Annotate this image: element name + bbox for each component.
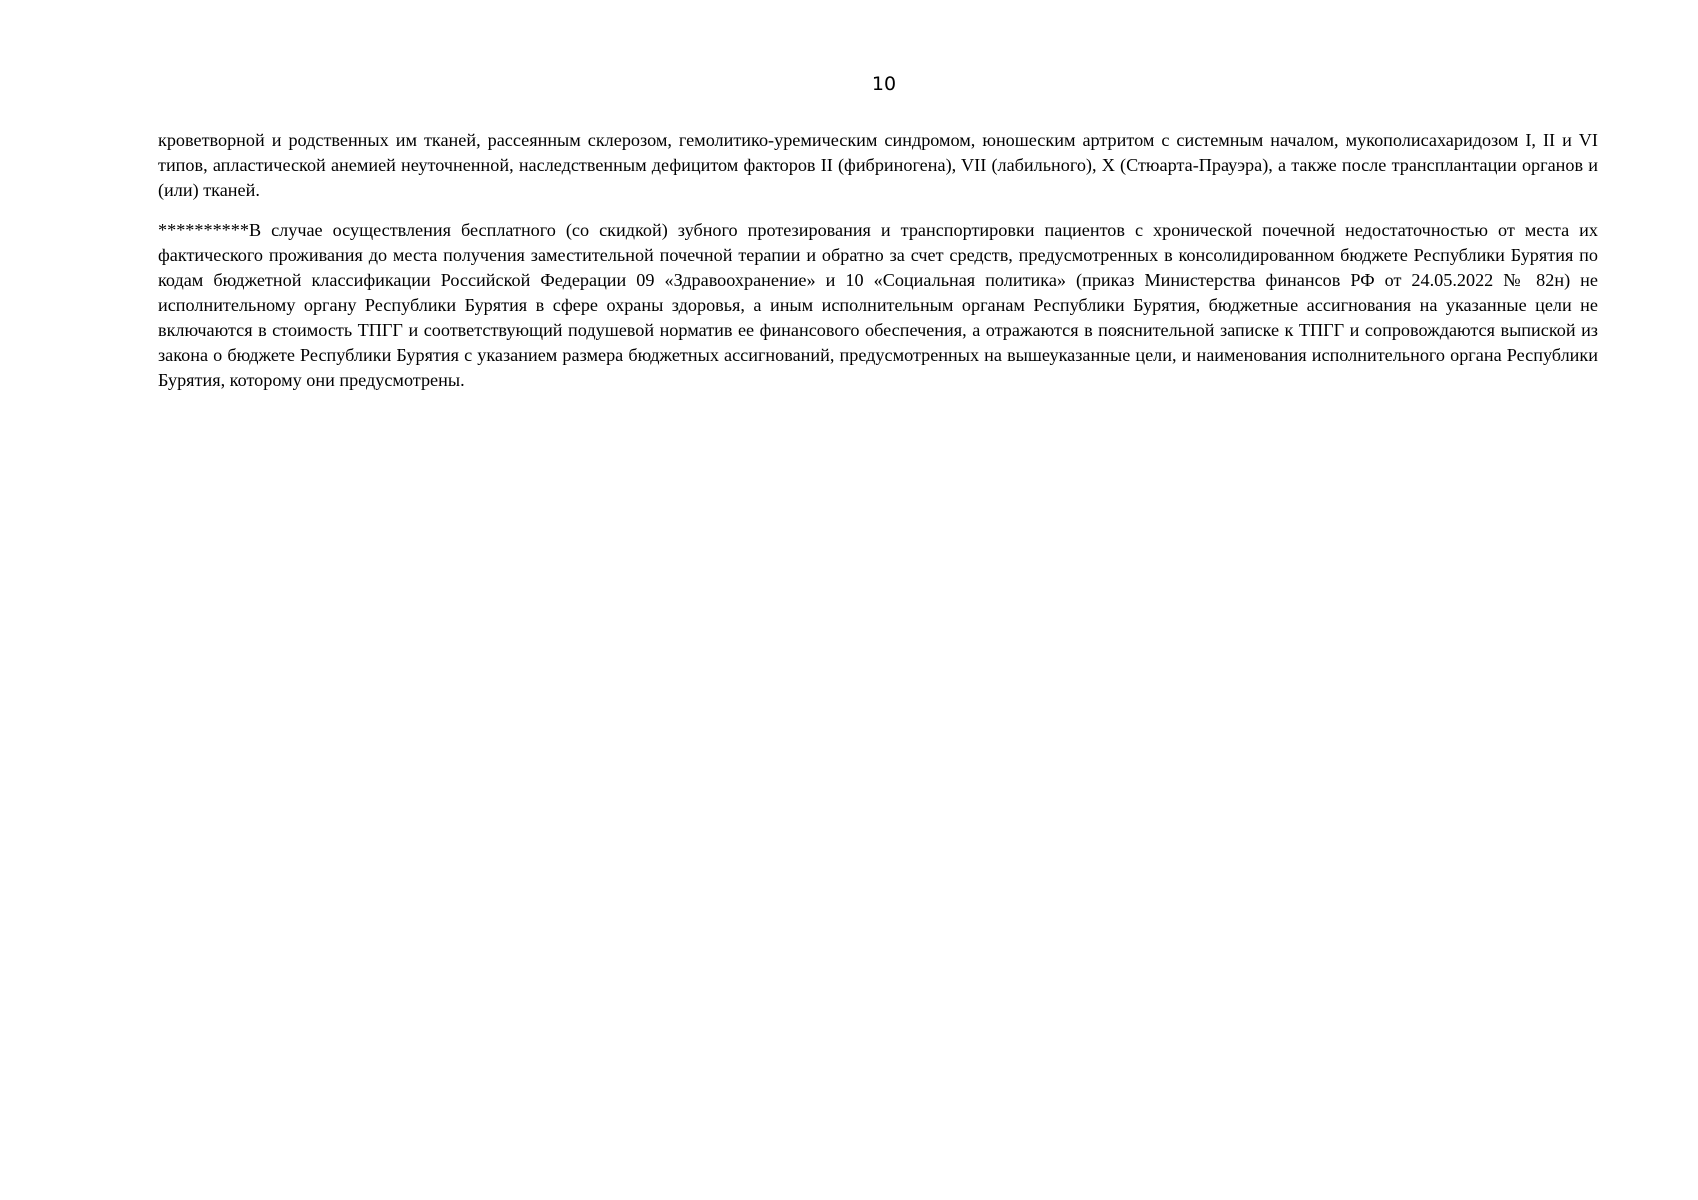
footnote-text: **********В случае осуществления бесплатного (со скидкой) зубного протезирования и транспортировки пациентов с хронической почечной недостаточностью от места их фактического проживания до места получения заместительной почечной терапии и обратно за счет средств, предусмотренных в консолидированном бюджете Республики Бурятия по кодам бюджетной классификации Российской Федерации 09 «Здравоохранение» и 10 «Социальная политика» (приказ Министерства финансов РФ от 24.05.2022 № 82н) не исполнительному органу Республики Бурятия в сфере охраны здоровья, а иным исполнительным органам Республики Бурятия, бюджетные ассигнования на указанные цели не включаются в стоимость ТПГГ и соответствующий подушевой норматив ее финансового обеспечения, а отражаются в пояснительной записке к ТПГГ и сопровождаются выпиской из закона о бюджете Республики Бурятия с указанием размера бюджетных ассигнований, предусмотренных на вышеуказанные цели, и наименования исполнительного органа Республики Бурятия, которому они предусмотрены. bbox=[158, 220, 1598, 390]
paragraph-text: кроветворной и родственных им тканей, рассеянным склерозом, гемолитико-уремическим синдромом, юношеским артритом с системным началом, мукополисахаридозом I, II и VI типов, апластической анемией неуточненной, наследственным дефицитом факторов II (фибриногена), VII (лабильного), X (Стюарта-Прауэра), а также после трансплантации органов и (или) тканей. bbox=[158, 130, 1598, 200]
paragraph-continuation bbox=[158, 128, 1598, 203]
page-number: 10 bbox=[871, 73, 897, 95]
footnote-paragraph bbox=[158, 218, 1598, 393]
